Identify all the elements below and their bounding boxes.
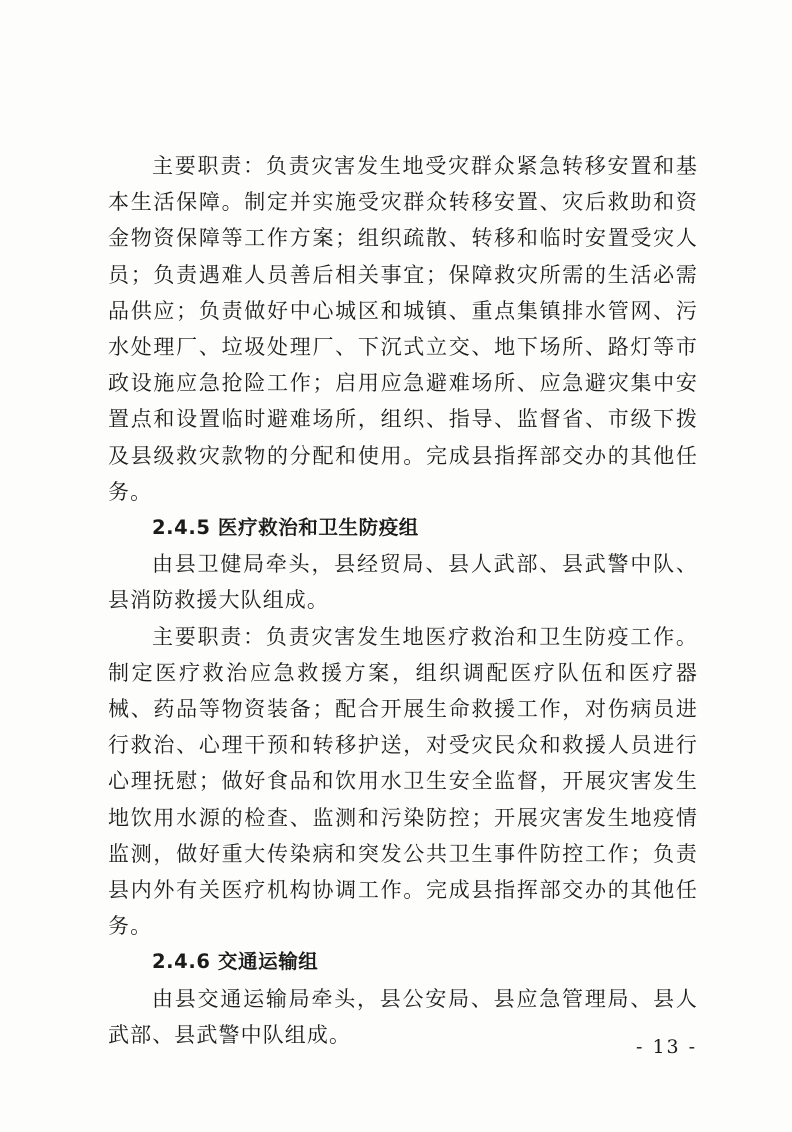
document-body	[108, 148, 698, 1053]
page-number: - 13 -	[636, 1036, 698, 1058]
paragraph-evacuation-duties: 主要职责：负责灾害发生地受灾群众紧急转移安置和基本生活保障。制定并实施受灾群众转移安置、灾后救助和资金物资保障等工作方案；组织疏散、转移和临时安置受灾人员；负责遇难人员善后相关事宜；保障救灾所需的生活必需品供应；负责做好中心城区和城镇、重点集镇排水管网、污水处理厂、垃圾处理厂、下沉式立交、地下场所、路灯等市政设施应急抢险工作；启用应急避难场所、应急避灾集中安置点和设置临时避难场所，组织、指导、监督省、市级下拨及县级救灾款物的分配和使用。完成县指挥部交办的其他任务。	[108, 154, 698, 504]
paragraph-transport-group-members: 由县交通运输局牵头，县公安局、县应急管理局、县人武部、县武警中队组成。	[108, 986, 698, 1047]
section-heading-2-4-5: 2.4.5 医疗救治和卫生防疫组	[152, 516, 419, 540]
paragraph-medical-group-members: 由县卫健局牵头，县经贸局、县人武部、县武警中队、县消防救援大队组成。	[108, 552, 698, 613]
section-heading-2-4-6: 2.4.6 交通运输组	[152, 950, 319, 974]
paragraph-medical-duties: 主要职责：负责灾害发生地医疗救治和卫生防疫工作。制定医疗救治应急救援方案，组织调配医疗队伍和医疗器械、药品等物资装备；配合开展生命救援工作，对伤病员进行救治、心理干预和转移护送，对受灾民众和救援人员进行心理抚慰；做好食品和饮用水卫生安全监督，开展灾害发生地饮用水源的检查、监测和污染防控；开展灾害发生地疫情监测，做好重大传染病和突发公共卫生事件防控工作；负责县内外有关医疗机构协调工作。完成县指挥部交办的其他任务。	[108, 624, 698, 939]
